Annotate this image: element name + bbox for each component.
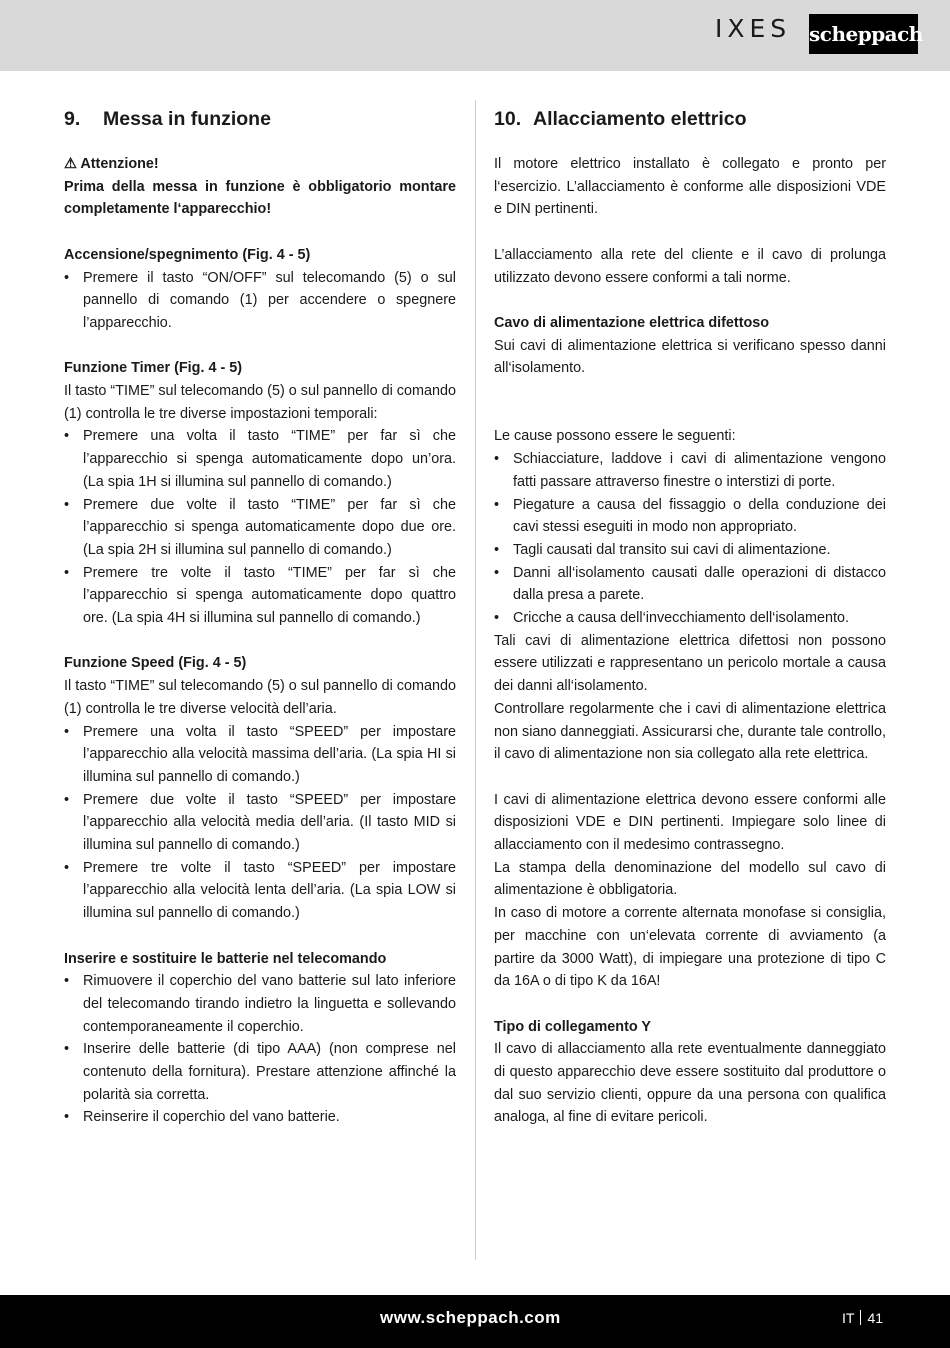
onoff-list (64, 267, 456, 335)
list-item: • Premere due volte il tasto “TIME” per far sì che l’apparecchio si spenga automaticamente dopo due ore. (La spia 2H si illumina sul pannello di comando.) (64, 494, 456, 562)
paragraph: L’allacciamento alla rete del cliente e il cavo di prolunga utilizzato devono essere conformi a tali norme. (494, 246, 886, 286)
website-link[interactable]: www.scheppach.com (380, 1308, 561, 1327)
onoff-heading: Accensione/spegnimento (Fig. 4 - 5) (64, 246, 311, 263)
section-10-heading (494, 106, 886, 132)
list-item: • Premere due volte il tasto “SPEED” per impostare l’apparecchio alla velocità media dell’aria. (Il tasto MID si illumina sul pannello di comando.) (64, 789, 456, 857)
list-item: • Cricche a causa dell‘invecchiamento dell‘isolamento. (494, 607, 886, 630)
timer-list (64, 425, 456, 629)
list-item: • Danni all‘isolamento causati dalle operazioni di distacco dalla presa a parete. (494, 562, 886, 607)
list-item: • Premere tre volte il tasto “TIME” per far sì che l’apparecchio si spenga automaticamente dopo quattro ore. (La spia 4H si illumina sul pannello di comando.) (64, 562, 456, 630)
scheppach-logo: scheppach (809, 14, 918, 54)
page-num-value: 41 (867, 1310, 884, 1326)
list-item: • Tagli causati dal transito sui cavi di alimentazione. (494, 539, 886, 562)
battery-heading: Inserire e sostituire le batterie nel telecomando (64, 950, 387, 967)
list-item: • Piegature a causa del fissaggio o della conduzione dei cavi stessi eseguiti in modo non appropriato. (494, 494, 886, 539)
warning-text: Prima della messa in funzione è obbligatorio montare completamente l‘apparecchio! (64, 178, 456, 218)
list-item: • Premere tre volte il tasto “SPEED” per impostare l’apparecchio alla velocità lenta dell’aria. (La spia LOW si illumina sul pannello di comando.) (64, 857, 456, 925)
timer-intro: Il tasto “TIME” sul telecomando (5) o sul pannello di comando (1) controlla le tre diverse impostazioni temporali: (64, 383, 456, 422)
list-item: • Schiacciature, laddove i cavi di alimentazione vengono fatti passare attraverso finestre o interstizi di porte. (494, 448, 886, 493)
separator (860, 1310, 861, 1325)
cable-text: Sui cavi di alimentazione elettrica si verificano spesso danni all‘isolamento. (494, 337, 886, 377)
paragraph: Il motore elettrico installato è collegato e pronto per l‘esercizio. L’allacciamento è conforme alle disposizioni VDE e DIN pertinenti. (494, 156, 886, 218)
timer-heading: Funzione Timer (Fig. 4 - 5) (64, 360, 243, 377)
ixes-logo: IXES (715, 14, 792, 43)
section-number: 9. (64, 108, 81, 130)
paragraph: In caso di motore a corrente alternata monofase si consiglia, per macchine con un‘elevata corrente di avviamento (a partire da 3000 Watt), di impiegare una protezione di tipo C da 16A o di tipo K da 16A! (494, 905, 886, 990)
page-footer (0, 1295, 950, 1348)
warning-title: ⚠ Attenzione! (64, 156, 159, 172)
speed-intro: Il tasto “TIME” sul telecomando (5) o sul pannello di comando (1) controlla le tre diverse velocità dell’aria. (64, 678, 456, 717)
section-9-heading (64, 106, 456, 132)
list-item: • Reinserire il coperchio del vano batterie. (64, 1106, 456, 1129)
list-item: • Inserire delle batterie (di tipo AAA) (non comprese nel contenuto della fornitura). Prestare attenzione affinché la polarità sia corretta. (64, 1038, 456, 1106)
connection-type-text: Il cavo di allacciamento alla rete eventualmente danneggiato di questo apparecchio deve essere sostituito dal produttore o dal suo servizio clienti, oppure da una persona con qualifica analoga, al fine di evitare pericoli. (494, 1041, 886, 1126)
paragraph: Controllare regolarmente che i cavi di alimentazione elettrica non siano danneggiati. Assicurarsi che, durante tale controllo, il cavo di alimentazione non sia collegato alla rete elettrica. (494, 700, 886, 763)
paragraph: Tali cavi di alimentazione elettrica difettosi non possono essere utilizzati e rappresentano un pericolo mortale a causa dei danni all‘isolamento. (494, 632, 886, 695)
page-number (842, 1310, 883, 1326)
page-header (0, 0, 950, 71)
left-column (64, 106, 456, 1129)
section-title: Messa in funzione (103, 108, 271, 130)
causes-list (494, 448, 886, 630)
paragraph: I cavi di alimentazione elettrica devono essere conformi alle disposizioni VDE e DIN pertinenti. Impiegare solo linee di allacciamento con il medesimo contrassegno. (494, 791, 886, 854)
list-item: • Premere il tasto “ON/OFF” sul telecomando (5) o sul pannello di comando (1) per accendere o spegnere l’apparecchio. (64, 267, 456, 335)
right-column (494, 106, 886, 1129)
causes-intro: Le cause possono essere le seguenti: (494, 428, 736, 445)
column-divider (475, 100, 476, 1260)
cable-heading: Cavo di alimentazione elettrica difettoso (494, 314, 770, 331)
section-title: Allacciamento elettrico (533, 108, 747, 130)
connection-type-heading: Tipo di collegamento Y (494, 1018, 651, 1035)
language-code: IT (842, 1310, 855, 1326)
paragraph: La stampa della denominazione del modello sul cavo di alimentazione è obbligatoria. (494, 859, 886, 899)
list-item: • Premere una volta il tasto “TIME” per far sì che l’apparecchio si spenga automaticamente dopo un’ora. (La spia 1H si illumina sul pannello di comando.) (64, 425, 456, 493)
list-item: • Premere una volta il tasto “SPEED” per impostare l’apparecchio alla velocità massima dell’aria. (La spia HI si illumina sul pannello di comando.) (64, 721, 456, 789)
speed-list (64, 721, 456, 925)
battery-list (64, 970, 456, 1129)
speed-heading: Funzione Speed (Fig. 4 - 5) (64, 655, 247, 672)
section-number: 10. (494, 108, 522, 130)
list-item: • Rimuovere il coperchio del vano batterie sul lato inferiore del telecomando tirando indietro la linguetta e sollevando contemporaneamente il coperchio. (64, 970, 456, 1038)
